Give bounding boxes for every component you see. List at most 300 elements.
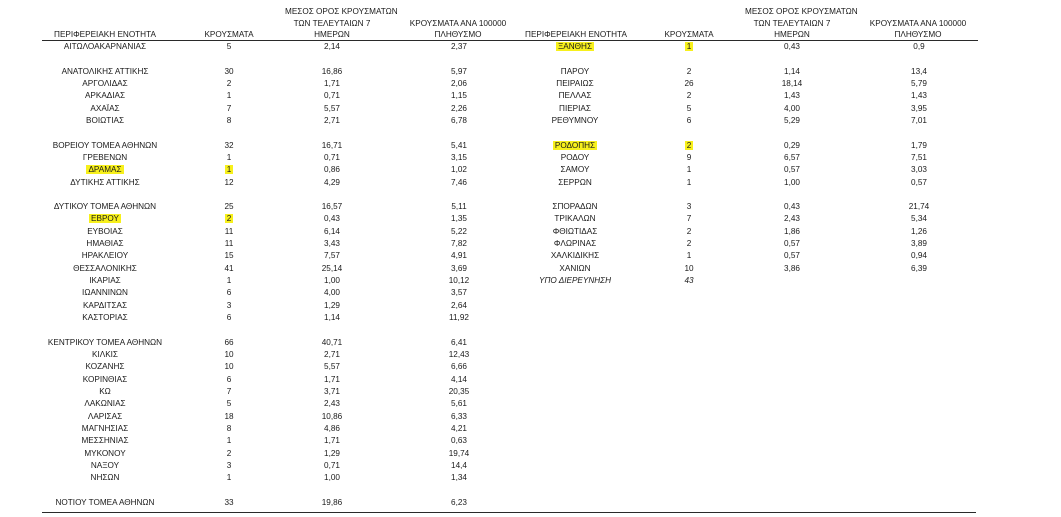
cell-cases-text: 1 <box>226 165 232 175</box>
cell-cases-text: 1 <box>226 473 232 483</box>
cell-region <box>500 90 650 102</box>
cell-per100k <box>880 115 958 127</box>
left-header-cases: ΚΡΟΥΣΜΑΤΑ <box>204 30 254 39</box>
cell-cases-text: 25 <box>224 202 234 212</box>
cell-per100k-text: 11,92 <box>449 313 469 323</box>
cell-region <box>500 152 650 164</box>
cell-cases <box>200 349 258 361</box>
cell-cases <box>660 263 718 275</box>
cell-avg7 <box>750 164 834 176</box>
cell-avg7 <box>290 497 374 509</box>
cell-region <box>30 349 180 361</box>
cell-avg7-text: 5,29 <box>784 115 800 125</box>
cell-region <box>30 460 180 472</box>
left-header-avg7-line3: ΗΜΕΡΩΝ <box>314 30 350 39</box>
cell-cases-text: 2 <box>686 226 692 236</box>
cell-cases-text: 18 <box>224 411 234 421</box>
cell-avg7-text: 2,43 <box>324 399 340 409</box>
cell-avg7-text: 1,71 <box>324 374 340 384</box>
cell-avg7 <box>750 152 834 164</box>
cell-cases-text: 10 <box>684 263 694 273</box>
cell-avg7 <box>290 411 374 423</box>
cell-avg7-text: 0,43 <box>784 42 800 51</box>
table-row <box>0 374 1061 386</box>
cell-cases-text: 2 <box>686 66 692 76</box>
cell-per100k-text: 2,64 <box>451 300 467 310</box>
cell-region-text: ΦΛΩΡΙΝΑΣ <box>553 239 597 249</box>
cell-avg7 <box>290 472 374 484</box>
cell-cases-text: 2 <box>226 448 232 458</box>
cell-region-text: ΒΟΙΩΤΙΑΣ <box>85 115 125 125</box>
cell-avg7-text: 3,71 <box>324 386 340 396</box>
cell-avg7-text: 4,29 <box>324 177 340 187</box>
cell-per100k <box>880 201 958 213</box>
right-header-per100k-line2: ΠΛΗΘΥΣΜΟ <box>894 30 942 39</box>
cell-region-text: ΙΚΑΡΙΑΣ <box>89 276 121 286</box>
cell-cases <box>200 472 258 484</box>
cell-avg7 <box>290 448 374 460</box>
cell-per100k-text: 7,82 <box>451 239 467 249</box>
table-row <box>0 164 1061 176</box>
table-row <box>0 398 1061 410</box>
cell-per100k <box>880 66 958 78</box>
cell-avg7-text: 10,86 <box>321 411 343 421</box>
cell-avg7-text: 19,86 <box>321 497 343 507</box>
cell-per100k-text: 10,12 <box>448 276 470 286</box>
cell-avg7-text: 0,29 <box>784 140 800 150</box>
cell-avg7 <box>750 226 834 238</box>
cell-per100k <box>880 140 958 152</box>
cell-per100k-text: 5,11 <box>451 202 467 212</box>
cell-per100k-text: 19,74 <box>448 448 470 458</box>
cell-region-text: ΞΑΝΘΗΣ <box>557 42 593 51</box>
cell-per100k-text: 1,02 <box>451 165 467 175</box>
cell-cases-text: 11 <box>224 226 234 236</box>
table-row <box>0 485 1061 497</box>
cell-cases <box>660 250 718 262</box>
cell-avg7-text: 40,71 <box>321 337 343 347</box>
cell-avg7-text: 1,71 <box>324 78 340 88</box>
cell-per100k-text: 7,46 <box>451 177 467 187</box>
cell-cases-text: 32 <box>224 140 234 150</box>
cell-cases-text: 1 <box>226 276 232 286</box>
cell-per100k <box>880 213 958 225</box>
cell-cases-text: 6 <box>226 374 232 384</box>
cell-cases-text: 43 <box>684 276 694 286</box>
cell-avg7 <box>750 115 834 127</box>
cell-cases-text: 2 <box>226 78 232 88</box>
table-row <box>0 250 1061 262</box>
table-row <box>0 140 1061 152</box>
cell-avg7-text: 3,43 <box>324 239 340 249</box>
cell-avg7 <box>290 460 374 472</box>
cell-region-text: ΑΝΑΤΟΛΙΚΗΣ ΑΤΤΙΚΗΣ <box>61 66 149 76</box>
cell-per100k <box>420 312 498 324</box>
cell-region-text: ΦΘΙΩΤΙΔΑΣ <box>552 226 598 236</box>
cell-per100k <box>880 177 958 189</box>
cell-cases-text: 41 <box>224 263 234 273</box>
cell-cases-text: 5 <box>226 42 232 51</box>
cell-avg7-text: 1,00 <box>324 276 340 286</box>
table-row <box>0 53 1061 65</box>
cell-cases <box>660 213 718 225</box>
left-header-per100k-line1: ΚΡΟΥΣΜΑΤΑ ΑΝΑ 100000 <box>409 19 507 28</box>
right-header-avg7-line3: ΗΜΕΡΩΝ <box>774 30 810 39</box>
cell-per100k-text: 3,89 <box>911 239 927 249</box>
cell-per100k-text: 1,35 <box>451 214 467 224</box>
cell-cases-text: 1 <box>686 177 692 187</box>
cell-avg7-text: 1,29 <box>324 300 340 310</box>
cell-per100k <box>880 238 958 250</box>
cell-per100k-text: 4,21 <box>451 423 467 433</box>
cell-avg7-text: 1,14 <box>324 313 340 323</box>
cell-per100k <box>420 435 498 447</box>
cell-region <box>30 287 180 299</box>
cell-per100k <box>880 152 958 164</box>
cell-avg7 <box>750 41 834 53</box>
cell-cases <box>200 435 258 447</box>
cell-per100k-text: 4,14 <box>451 374 467 384</box>
cell-avg7-text: 2,14 <box>324 42 340 51</box>
cell-region <box>30 386 180 398</box>
cell-per100k <box>880 263 958 275</box>
table-row <box>0 127 1061 139</box>
cell-avg7-text: 4,00 <box>784 103 800 113</box>
cell-avg7 <box>750 140 834 152</box>
cell-per100k-text: 13,4 <box>911 66 927 76</box>
cell-avg7 <box>750 238 834 250</box>
cell-region-text: ΒΟΡΕΙΟΥ ΤΟΜΕΑ ΑΘΗΝΩΝ <box>52 140 158 150</box>
table-row <box>0 497 1061 509</box>
cell-per100k-text: 6,78 <box>451 115 467 125</box>
cell-cases <box>200 448 258 460</box>
left-header-per100k-line2: ΠΛΗΘΥΣΜΟ <box>434 30 482 39</box>
cell-avg7-text: 1,14 <box>784 66 800 76</box>
right-header-avg7-line1: ΜΕΣΟΣ ΟΡΟΣ ΚΡΟΥΣΜΑΤΩΝ <box>745 7 858 16</box>
cell-region <box>30 472 180 484</box>
table-row <box>0 90 1061 102</box>
cell-region <box>500 66 650 78</box>
cell-cases-text: 2 <box>686 91 692 101</box>
cell-cases-text: 2 <box>686 239 692 249</box>
cell-avg7-text: 0,71 <box>324 460 340 470</box>
cell-per100k-text: 20,35 <box>448 386 470 396</box>
cell-avg7-text: 2,71 <box>324 115 340 125</box>
cell-per100k <box>420 374 498 386</box>
cell-cases-text: 3 <box>226 300 232 310</box>
cell-region <box>30 300 180 312</box>
cell-region <box>30 337 180 349</box>
cell-per100k <box>420 460 498 472</box>
cell-region-text: ΑΙΤΩΛΟΑΚΑΡΝΑΝΙΑΣ <box>63 42 147 51</box>
table-row <box>0 312 1061 324</box>
cell-per100k-text: 14,4 <box>451 460 467 470</box>
cell-per100k <box>880 103 958 115</box>
cell-cases-text: 3 <box>226 460 232 470</box>
cell-cases <box>200 287 258 299</box>
cell-per100k <box>420 361 498 373</box>
cell-region <box>500 263 650 275</box>
cell-region-text: ΧΑΛΚΙΔΙΚΗΣ <box>550 251 600 261</box>
right-header-cases: ΚΡΟΥΣΜΑΤΑ <box>664 30 714 39</box>
cell-avg7-text: 1,00 <box>784 177 800 187</box>
cell-cases-text: 33 <box>224 497 234 507</box>
cell-avg7-text: 16,71 <box>321 140 343 150</box>
cell-region-text: ΠΙΕΡΙΑΣ <box>559 103 591 113</box>
table-row <box>0 386 1061 398</box>
cell-avg7-text: 5,57 <box>324 362 340 372</box>
cell-per100k-text: 0,63 <box>451 436 467 446</box>
cell-avg7 <box>290 398 374 410</box>
cell-cases-text: 9 <box>686 152 692 162</box>
cell-cases <box>660 164 718 176</box>
cell-avg7-text: 1,29 <box>324 448 340 458</box>
table-row <box>0 201 1061 213</box>
cell-per100k-text: 1,79 <box>911 140 927 150</box>
cell-avg7-text: 7,57 <box>324 251 340 261</box>
cell-cases <box>660 90 718 102</box>
cell-per100k <box>420 349 498 361</box>
cell-region-text: ΚΟΡΙΝΘΙΑΣ <box>82 374 128 384</box>
cell-cases <box>660 66 718 78</box>
table-row <box>0 435 1061 447</box>
cell-region-text: ΚΙΛΚΙΣ <box>91 350 118 359</box>
right-header-per100k-line1: ΚΡΟΥΣΜΑΤΑ ΑΝΑ 100000 <box>869 19 967 28</box>
cell-per100k <box>880 41 958 53</box>
cell-cases <box>660 226 718 238</box>
cell-region <box>30 312 180 324</box>
cell-avg7-text: 0,57 <box>784 251 800 261</box>
cell-avg7-text: 4,00 <box>324 288 340 298</box>
cell-cases <box>200 497 258 509</box>
left-header-avg7-line2: ΤΩΝ ΤΕΛΕΥΤΑΙΩΝ 7 <box>293 19 371 28</box>
cell-per100k-text: 3,15 <box>451 152 467 162</box>
cell-avg7-text: 18,14 <box>781 78 803 88</box>
cell-avg7-text: 1,43 <box>784 91 800 101</box>
cell-per100k-text: 21,74 <box>908 202 930 212</box>
cell-cases-text: 6 <box>226 313 232 323</box>
cell-per100k-text: 5,97 <box>451 66 467 76</box>
cell-avg7 <box>290 312 374 324</box>
table-row <box>0 41 1061 53</box>
cell-region-text: ΚΟΖΑΝΗΣ <box>85 362 125 372</box>
cell-region-text: ΝΗΣΩΝ <box>90 473 120 483</box>
cell-per100k <box>420 411 498 423</box>
cell-region-text: ΜΥΚΟΝΟΥ <box>84 448 126 458</box>
table-row <box>0 411 1061 423</box>
table-row <box>0 115 1061 127</box>
cell-region-text: ΗΜΑΘΙΑΣ <box>86 239 124 249</box>
cell-cases-text: 7 <box>226 103 232 113</box>
cell-per100k-text: 3,69 <box>451 263 467 273</box>
cell-per100k <box>420 398 498 410</box>
cell-per100k-text: 6,23 <box>451 497 467 507</box>
cell-cases-text: 10 <box>224 350 234 359</box>
cell-cases <box>200 337 258 349</box>
cell-cases <box>660 41 718 53</box>
cell-per100k-text: 1,15 <box>451 91 467 101</box>
cell-per100k-text: 1,43 <box>911 91 927 101</box>
cell-per100k-text: 1,26 <box>911 226 927 236</box>
table-row <box>0 300 1061 312</box>
cell-avg7-text: 0,57 <box>784 239 800 249</box>
table-row <box>0 337 1061 349</box>
table-row <box>0 213 1061 225</box>
cell-per100k-text: 0,9 <box>913 42 925 51</box>
cell-avg7-text: 0,86 <box>324 165 340 175</box>
cell-cases <box>660 275 718 287</box>
cell-region-text: ΝΟΤΙΟΥ ΤΟΜΕΑ ΑΘΗΝΩΝ <box>55 497 155 507</box>
cell-avg7 <box>750 213 834 225</box>
cell-per100k-text: 6,66 <box>451 362 467 372</box>
cell-region-text: ΡΟΔΟΥ <box>560 152 590 162</box>
cell-avg7 <box>290 287 374 299</box>
cell-region-text: ΠΕΛΛΑΣ <box>558 91 592 101</box>
cell-per100k-text: 2,37 <box>451 42 467 51</box>
cell-avg7-text: 4,86 <box>324 423 340 433</box>
cell-region <box>500 250 650 262</box>
right-header-avg7-line2: ΤΩΝ ΤΕΛΕΥΤΑΙΩΝ 7 <box>753 19 831 28</box>
cell-region-text: ΛΑΚΩΝΙΑΣ <box>84 399 126 409</box>
cell-cases <box>660 201 718 213</box>
cell-cases <box>200 300 258 312</box>
table-row <box>0 448 1061 460</box>
cell-region-text: ΑΧΑΪΑΣ <box>90 103 120 113</box>
table-row <box>0 324 1061 336</box>
cell-cases-text: 15 <box>224 251 234 261</box>
cell-avg7 <box>750 263 834 275</box>
cell-per100k-text: 5,79 <box>911 78 927 88</box>
cell-cases <box>660 78 718 90</box>
cell-cases <box>660 140 718 152</box>
cell-avg7 <box>290 423 374 435</box>
table-row <box>0 226 1061 238</box>
cell-region-text: ΕΒΡΟΥ <box>91 214 119 224</box>
cell-region <box>30 448 180 460</box>
cell-per100k <box>420 337 498 349</box>
cell-avg7 <box>290 300 374 312</box>
cell-region-text: ΜΕΣΣΗΝΙΑΣ <box>81 436 129 446</box>
bottom-rule <box>42 512 976 513</box>
cell-cases-text: 2 <box>686 140 692 150</box>
cell-region-text: ΛΑΡΙΣΑΣ <box>87 411 123 421</box>
cell-region <box>30 411 180 423</box>
cell-per100k-text: 12,43 <box>448 350 470 359</box>
cell-per100k <box>420 300 498 312</box>
cell-avg7 <box>290 349 374 361</box>
right-header-region: ΠΕΡΙΦΕΡΕΙΑΚΗ ΕΝΟΤΗΤΑ <box>525 30 627 39</box>
cell-region <box>500 140 650 152</box>
cell-region-text: ΣΠΟΡΑΔΩΝ <box>552 202 598 212</box>
cell-cases-text: 66 <box>224 337 234 347</box>
cell-per100k-text: 3,03 <box>911 165 927 175</box>
cell-region-text: ΥΠΟ ΔΙΕΡΕΥΝΗΣΗ <box>539 276 611 286</box>
cell-region-text: ΘΕΣΣΑΛΟΝΙΚΗΣ <box>73 263 137 273</box>
table-row <box>0 177 1061 189</box>
cell-cases <box>200 460 258 472</box>
table-row <box>0 275 1061 287</box>
cell-avg7 <box>290 337 374 349</box>
table-row <box>0 460 1061 472</box>
cell-cases-text: 6 <box>686 115 692 125</box>
cell-cases <box>660 238 718 250</box>
cell-cases-text: 8 <box>226 115 232 125</box>
cell-per100k-text: 0,57 <box>911 177 927 187</box>
cell-per100k-text: 7,01 <box>911 115 927 125</box>
cell-cases-text: 1 <box>226 91 232 101</box>
cell-region-text: ΗΡΑΚΛΕΙΟΥ <box>81 251 129 261</box>
cell-cases <box>200 386 258 398</box>
cell-per100k-text: 6,33 <box>451 411 467 421</box>
cell-region-text: ΡΟΔΟΠΗΣ <box>554 140 596 150</box>
cell-cases-text: 12 <box>224 177 234 187</box>
cell-region-text: ΔΡΑΜΑΣ <box>88 165 122 175</box>
cell-cases-text: 30 <box>224 66 234 76</box>
cell-cases <box>200 411 258 423</box>
cell-avg7-text: 16,57 <box>321 202 343 212</box>
cell-per100k-text: 4,91 <box>451 251 467 261</box>
cell-avg7 <box>750 78 834 90</box>
cell-region <box>500 275 650 287</box>
cell-cases <box>200 398 258 410</box>
cell-avg7 <box>290 435 374 447</box>
cell-per100k-text: 6,39 <box>911 263 927 273</box>
cell-cases-text: 10 <box>224 362 234 372</box>
table-row <box>0 152 1061 164</box>
cell-per100k <box>420 497 498 509</box>
cell-region <box>500 41 650 53</box>
cell-per100k-text: 2,06 <box>451 78 467 88</box>
cell-cases <box>660 177 718 189</box>
cell-avg7 <box>290 361 374 373</box>
cell-cases-text: 2 <box>226 214 232 224</box>
cell-region <box>30 423 180 435</box>
table-row <box>0 66 1061 78</box>
cell-cases <box>660 103 718 115</box>
cell-region <box>500 103 650 115</box>
cell-region-text: ΔΥΤΙΚΟΥ ΤΟΜΕΑ ΑΘΗΝΩΝ <box>53 202 157 212</box>
cell-region-text: ΑΡΓΟΛΙΔΑΣ <box>82 78 128 88</box>
table-row <box>0 349 1061 361</box>
cell-per100k <box>420 472 498 484</box>
cell-cases <box>660 115 718 127</box>
cell-region-text: ΜΑΓΝΗΣΙΑΣ <box>81 423 129 433</box>
table-row <box>0 78 1061 90</box>
cell-per100k <box>420 448 498 460</box>
cell-cases <box>200 312 258 324</box>
cell-region <box>30 398 180 410</box>
cell-cases-text: 1 <box>226 152 232 162</box>
cell-cases-text: 7 <box>686 214 692 224</box>
cell-avg7-text: 1,86 <box>784 226 800 236</box>
cell-cases-text: 1 <box>686 251 692 261</box>
cell-cases-text: 1 <box>686 42 692 51</box>
cell-cases-text: 1 <box>226 436 232 446</box>
table-row <box>0 472 1061 484</box>
cell-avg7-text: 1,00 <box>324 473 340 483</box>
cell-per100k <box>880 78 958 90</box>
table-row <box>0 361 1061 373</box>
cell-per100k-text: 7,51 <box>911 152 927 162</box>
cell-per100k-text: 3,57 <box>451 288 467 298</box>
cell-region <box>500 115 650 127</box>
cell-region-text: ΠΑΡΟΥ <box>560 66 590 76</box>
cell-avg7-text: 0,43 <box>784 202 800 212</box>
cell-per100k <box>880 90 958 102</box>
cell-per100k-text: 6,41 <box>451 337 467 347</box>
cell-region-text: ΤΡΙΚΑΛΩΝ <box>554 214 596 224</box>
cell-avg7-text: 0,71 <box>324 91 340 101</box>
